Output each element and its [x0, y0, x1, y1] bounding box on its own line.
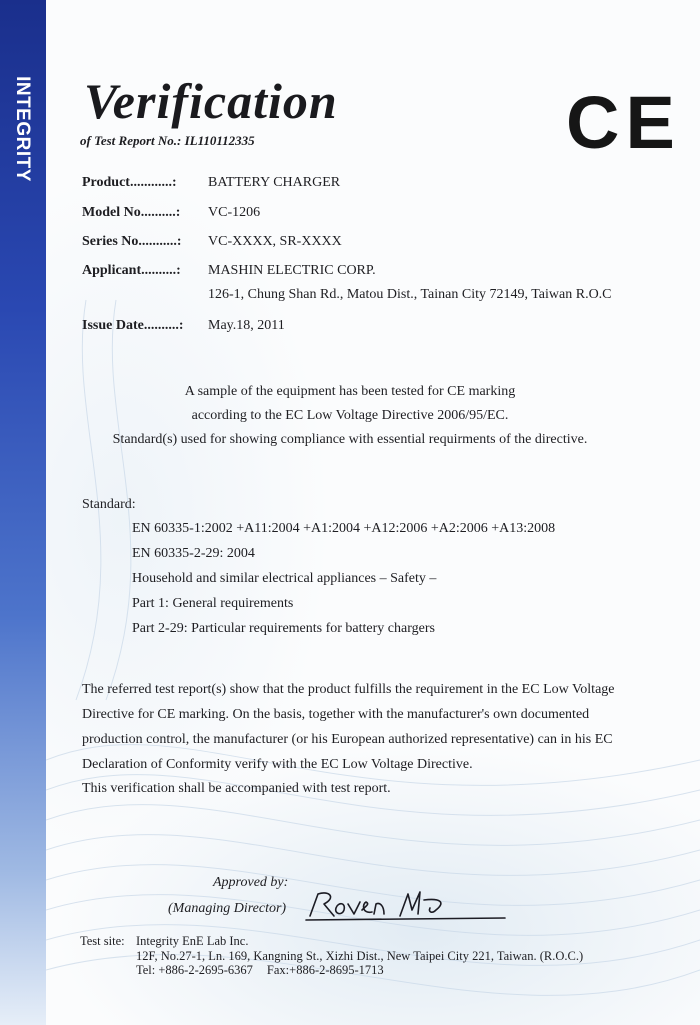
field-value: VC-1206 [208, 205, 261, 220]
field-value: May.18, 2011 [208, 318, 285, 333]
conclusion-line: Directive for CE marking. On the basis, together with the manufacturer's own documented [82, 707, 590, 722]
applicant-address: 126-1, Chung Shan Rd., Matou Dist., Tainan City 72149, Taiwan R.O.C [208, 287, 612, 302]
field-issue-date [82, 318, 285, 334]
field-label: Model No..........: [82, 205, 181, 220]
standard-title: Standard: [82, 497, 136, 512]
field-model-no [82, 205, 260, 221]
statement-line: Standard(s) used for showing compliance with essential requirments of the directive. [112, 432, 588, 447]
document-title: Verification [84, 73, 338, 129]
ce-mark: CE [566, 81, 681, 164]
standard-line: EN 60335-2-29: 2004 [132, 546, 255, 561]
field-product [82, 175, 340, 191]
field-label: Series No...........: [82, 234, 182, 249]
brand-sidebar [0, 0, 46, 1025]
conclusion-line: Declaration of Conformity verify with the EC Low Voltage Directive. [82, 757, 473, 772]
managing-director-label: (Managing Director) [168, 901, 287, 916]
field-value: VC-XXXX, SR-XXXX [208, 234, 342, 249]
field-label: Product............: [82, 175, 177, 190]
field-value: BATTERY CHARGER [208, 175, 341, 190]
statement-line: according to the EC Low Voltage Directive 2006/95/EC. [191, 408, 509, 423]
fax-number: Fax:+886-2-8695-1713 [266, 963, 384, 977]
statement-line: A sample of the equipment has been tested for CE marking [184, 384, 516, 399]
approved-by-label: Approved by: [213, 875, 289, 890]
standard-line: Part 1: General requirements [132, 596, 294, 611]
conclusion-line: The referred test report(s) show that the product fulfills the requirement in the EC Low Voltage [82, 682, 615, 697]
standard-line: EN 60335-1:2002 +A11:2004 +A1:2004 +A12:2006 +A2:2006 +A13:2008 [132, 521, 556, 536]
field-series-no [82, 234, 342, 250]
handwritten-signature [300, 880, 510, 924]
brand-logo [4, 44, 40, 214]
field-label: Applicant..........: [82, 263, 181, 278]
standard-line: Household and similar electrical appliances – Safety – [132, 571, 437, 586]
test-site-contact [136, 963, 384, 978]
report-number: of Test Report No.: IL110112335 [80, 133, 255, 148]
test-site-address: 12F, No.27-1, Ln. 169, Kangning St., Xizhi Dist., New Taipei City 221, Taiwan. (R.O.C.) [136, 949, 584, 963]
field-applicant [82, 263, 376, 279]
conclusion-line: production control, the manufacturer (or his European authorized representative) can in his EC [82, 732, 613, 747]
test-site-name: Integrity EnE Lab Inc. [136, 934, 249, 948]
field-value: MASHIN ELECTRIC CORP. [208, 263, 376, 278]
test-site-label: Test site: [80, 934, 125, 948]
conclusion-line: This verification shall be accompanied with test report. [82, 781, 391, 796]
phone-number: Tel: +886-2-2695-6367 [136, 963, 253, 977]
field-label: Issue Date..........: [82, 318, 184, 333]
standard-line: Part 2-29: Particular requirements for battery chargers [132, 621, 435, 636]
brand-text: INTEGRITY [12, 76, 33, 182]
